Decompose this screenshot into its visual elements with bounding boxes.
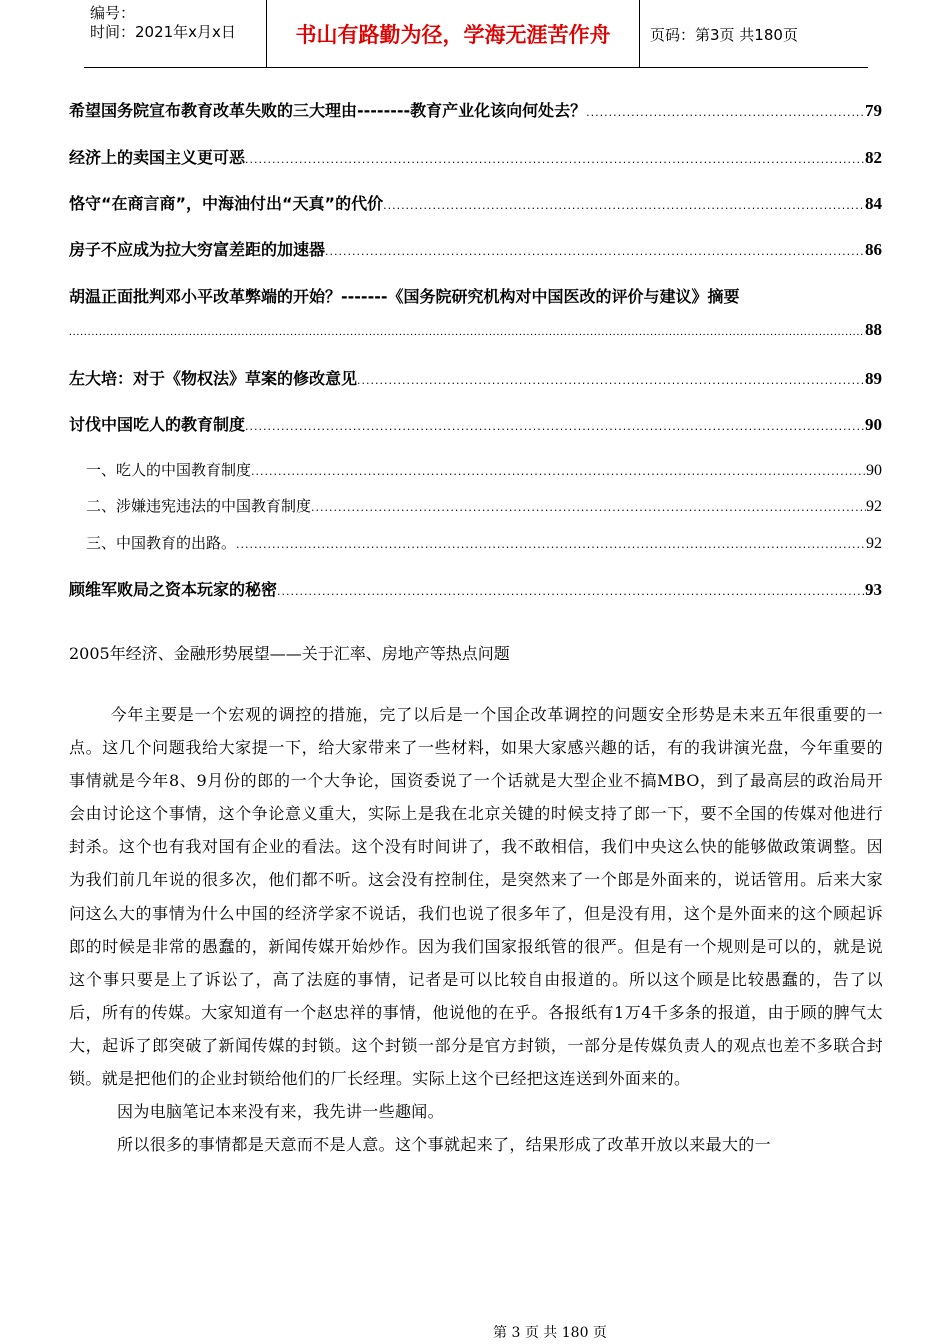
toc-entry-title: 二、涉嫌违宪违法的中国教育制度 xyxy=(86,497,312,515)
toc-entry[interactable] xyxy=(69,145,882,168)
toc-entry-title: 讨伐中国吃人的教育制度 xyxy=(69,415,246,434)
paragraph: 所以很多的事情都是天意而不是人意。这个事就起来了，结果形成了改革开放以来最大的一 xyxy=(117,1135,772,1155)
toc-entry-title: 希望国务院宣布教育改革失败的三大理由--------教育产业化该向何处去？ xyxy=(69,101,587,120)
toc-leader xyxy=(236,538,866,551)
header-motto: 书山有路勤为径，学海无涯苦作舟 xyxy=(266,0,640,68)
time-label: 时间：2021年x月x日 xyxy=(90,23,236,41)
toc-leader xyxy=(325,245,865,258)
toc-entry-title: 房子不应成为拉大穷富差距的加速器 xyxy=(69,240,326,259)
toc-entry[interactable] xyxy=(69,191,882,214)
toc-entry[interactable] xyxy=(69,98,882,121)
toc-leader xyxy=(311,501,866,514)
toc-leader xyxy=(251,465,866,478)
toc-entry-page: 93 xyxy=(865,580,882,599)
header-page-info: 页码：第3页 共180页 xyxy=(650,25,798,44)
toc-entry-title: 三、中国教育的出路。 xyxy=(86,534,237,552)
toc-subentry[interactable] xyxy=(86,495,882,516)
toc-entry-title: 经济上的卖国主义更可恶 xyxy=(69,148,246,167)
toc-entry-title: 顾维军败局之资本玩家的秘密 xyxy=(69,580,278,599)
toc-leader xyxy=(69,326,865,338)
toc-entry-continuation[interactable] xyxy=(69,320,882,340)
toc-subentry[interactable] xyxy=(86,532,882,553)
toc-leader xyxy=(245,420,865,433)
number-label: 编号： xyxy=(90,4,136,22)
toc-entry[interactable] xyxy=(69,237,882,260)
paragraph: 因为电脑笔记本来没有来，我先讲一些趣闻。 xyxy=(117,1102,445,1122)
toc-entry-page: 86 xyxy=(865,240,882,259)
toc-entry-title: 左大培：对于《物权法》草案的修改意见 xyxy=(69,369,358,388)
toc-entry-page: 84 xyxy=(865,194,882,213)
paragraph: 今年主要是一个宏观的调控的措施，完了以后是一个国企改革调控的问题安全形势是未来五年很重要的一点。这几个问题我给大家提一下，给大家带来了一些材料，如果大家感兴趣的话，有的我讲演光盘，今年重要的事情就是今年8、9月份的郎的一个大争论，国资委说了一个话就是大型企业不搞MBO，到了最高层的政治局开会由讨论这个事情，这个争论意义重大，实际上是我在北京关键的时候支持了郎一下，要不全国的传媒对他进行封杀。这个也有我对国有企业的看法。这个没有时间讲了，我不敢相信，我们中央这么快的能够做政策调整。因为我们前几年说的很多次，他们都不听。这会没有控制住，是突然来了一个郎是外面来的，说话管用。后来大家问这么大的事情为什么中国的经济学家不说话，我们也说了很多年了，但是没有用，这个是外面来的这个顾起诉郎的时候是非常的愚蠢的，新闻传媒开始炒作。因为我们国家报纸管的很严。但是有一个规则是可以的，就是说这个事只要是上了诉讼了，高了法庭的事情，记者是可以比较自由报道的。所以这个顾是比较愚蠢的，告了以后，所有的传媒。大家知道有一个赵忠祥的事情，他说他的在乎。各报纸有1万4千多条的报道，由于顾的脾气太大，起诉了郎突破了新闻传媒的封锁。这个封锁一部分是官方封锁，一部分是传媒负责人的观点也差不多联合封锁。就是把他们的企业封锁给他们的厂长经理。实际上这个已经把这连送到外面来的。 xyxy=(69,705,883,1089)
toc-leader xyxy=(245,153,865,166)
toc-entry-page: 79 xyxy=(865,101,882,120)
toc-entry-page: 92 xyxy=(866,535,882,552)
toc-entry[interactable] xyxy=(69,284,882,307)
toc-entry[interactable] xyxy=(69,366,882,389)
toc-subentry[interactable] xyxy=(86,459,882,480)
page-footer: 第 3 页 共 180 页 xyxy=(493,1325,607,1341)
section-title: 2005年经济、金融形势展望——关于汇率、房地产等热点问题 xyxy=(69,644,510,663)
header-meta xyxy=(84,0,266,68)
toc-entry-title: 恪守“在商言商”，中海油付出“天真”的代价 xyxy=(69,194,384,213)
toc-entry-page: 90 xyxy=(865,415,882,434)
toc-entry-title: 一、吃人的中国教育制度 xyxy=(86,461,252,479)
toc-entry-page: 82 xyxy=(865,148,882,167)
toc-entry-page: 89 xyxy=(865,369,882,388)
toc-entry[interactable] xyxy=(69,577,882,600)
toc-entry-title: 胡温正面批判邓小平改革弊端的开始？-------《国务院研究机构对中国医改的评价与建议》摘要 xyxy=(69,287,740,306)
toc-leader xyxy=(277,585,865,598)
toc-entry-page: 90 xyxy=(866,462,882,479)
page-header xyxy=(84,0,868,68)
toc-leader xyxy=(586,106,865,119)
toc-leader xyxy=(383,199,865,212)
toc-entry-page: 92 xyxy=(866,498,882,515)
toc-entry[interactable] xyxy=(69,412,882,435)
toc-entry-page: 88 xyxy=(865,320,882,339)
body-text xyxy=(69,698,883,1161)
toc-leader xyxy=(357,374,865,387)
